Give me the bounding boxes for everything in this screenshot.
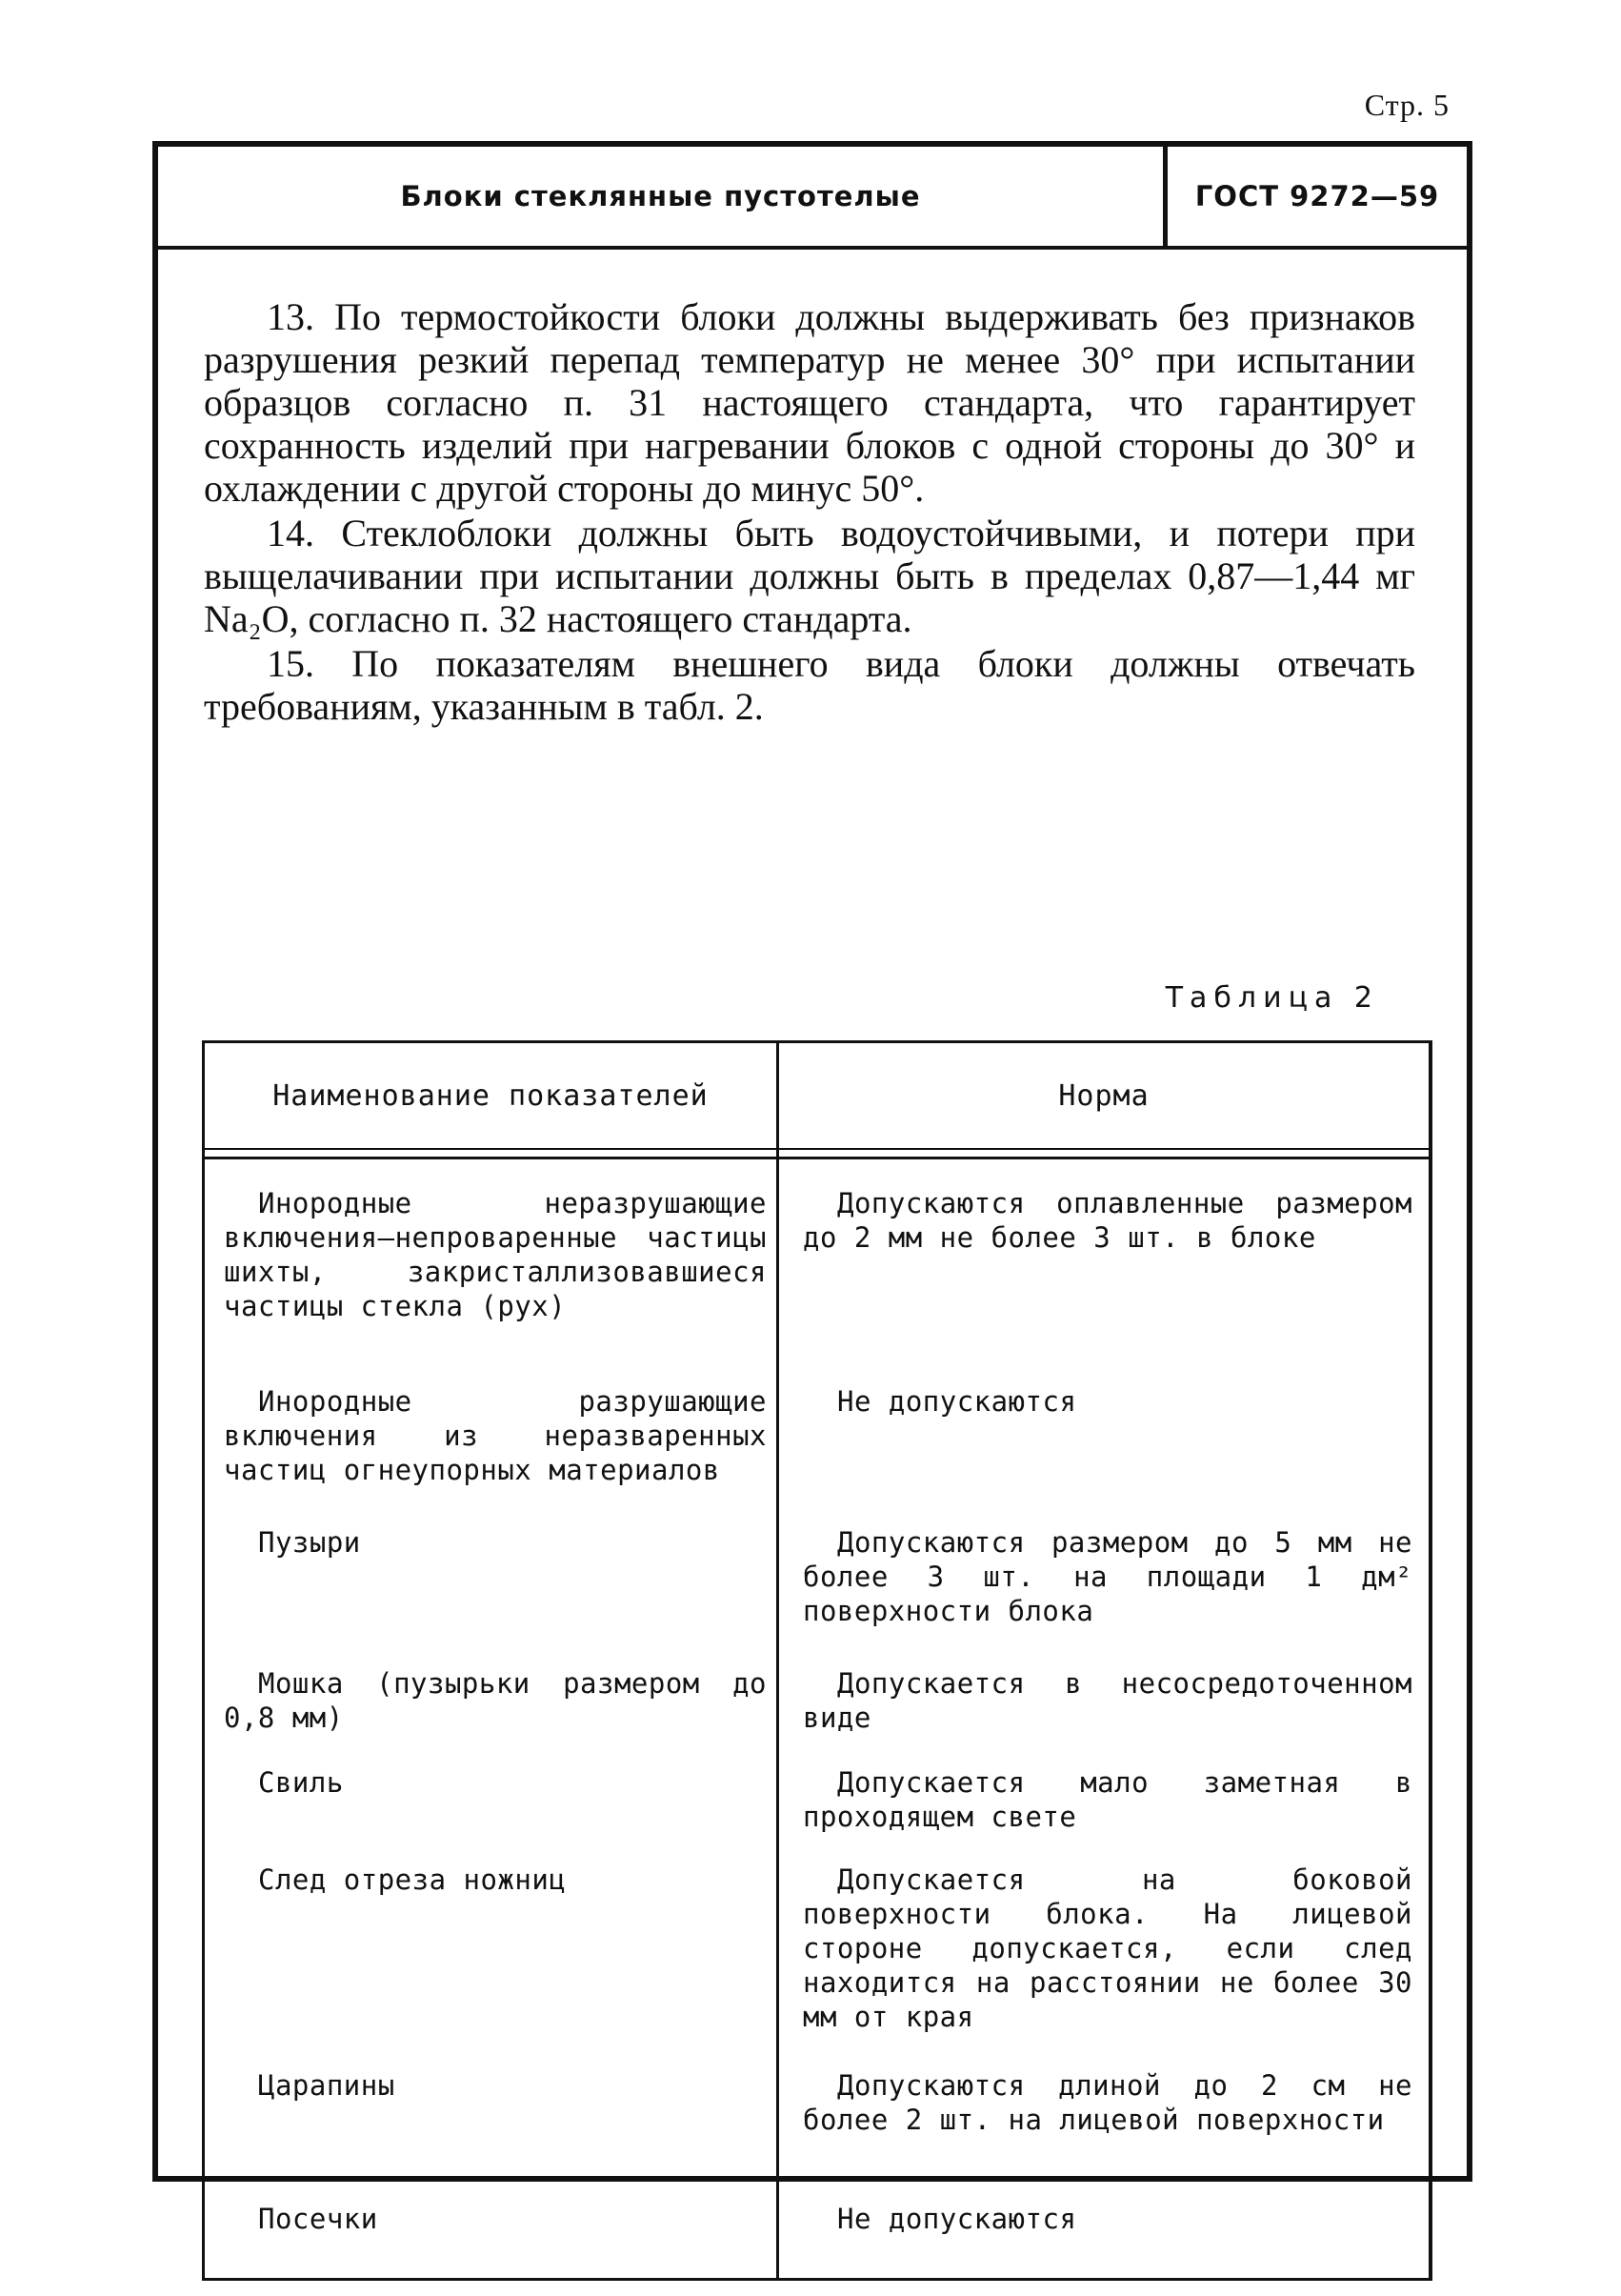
body-text — [204, 295, 1415, 730]
table-row-norm: Допускается мало заметная в проходящем свете — [803, 1766, 1412, 1833]
table-row-name: Пузыри — [258, 1526, 361, 1559]
table-row-name: Свиль — [258, 1766, 344, 1799]
column-header-name: Наименование показателей — [272, 1078, 709, 1113]
page-frame — [152, 141, 1472, 2235]
table-row-name: Царапины — [258, 2069, 395, 2102]
table-caption: Таблица 2 — [1165, 981, 1379, 1015]
header-rule — [205, 1148, 1429, 1150]
table-row-norm: Не допускаются — [837, 2203, 1077, 2235]
table-row-norm: Допускаются размером до 5 мм не более 3 шт. на площади 1 дм² поверхности блока — [803, 1526, 1412, 1627]
table-row-name: Посечки — [258, 2203, 378, 2235]
column-header-norm: Норма — [1058, 1078, 1150, 1113]
table-row-norm: Не допускаются — [837, 1385, 1077, 1418]
column-divider — [776, 1043, 779, 2278]
table-row-norm: Допускаются длиной до 2 см не более 2 шт. на лицевой поверхности — [803, 2069, 1412, 2136]
header-rule-double — [205, 1157, 1429, 1159]
table-row-norm: Допускается на боковой поверхности блока. На лицевой стороне допускается, если след находится на расстоянии не более 30 мм от края — [803, 1863, 1412, 2033]
header-title: Блоки стеклянные пустотелые — [400, 180, 921, 212]
table-row-name: След отреза ножниц — [258, 1863, 567, 1896]
paragraph-15: 15. По показателям внешнего вида блоки должны отвечать требованиям, указанным в табл. 2. — [204, 642, 1415, 728]
paragraph-13: 13. По термостойкости блоки должны выдерживать без признаков разрушения резкий перепад температур не менее 30° при испытании образцов согласно п. 31 настоящего стандарта, что гарантирует сохранность изделий при нагревании блоков с одной стороны до 30° и охлаждении с другой стороны до минус 50°. — [204, 295, 1415, 510]
table-row-norm: Допускаются оплавленные размером до 2 мм не более 3 шт. в блоке — [803, 1187, 1412, 1254]
table-row-norm: Допускается в несосредоточенном виде — [803, 1667, 1412, 1734]
table-row-name: Мошка (пузырьки размером до 0,8 мм) — [224, 1667, 767, 1734]
standard-code: ГОСТ 9272—59 — [1194, 180, 1440, 212]
paragraph-14: 14. Стеклоблоки должны быть водоустойчивыми, и потери при выщелачивании при испытании должны быть в пределах 0,87—1,44 мг Na₂O, согласно п. 32 настоящего стандарта. — [204, 512, 1415, 640]
page-number: Стр. 5 — [1364, 88, 1450, 122]
table-row-name: Инородные неразрушающие включения—непроваренные частицы шихты, закристаллизовавшиеся частицы стекла (рух) — [224, 1187, 767, 1322]
running-header — [158, 147, 1467, 250]
requirements-table — [202, 1040, 1432, 2281]
table-row-name: Инородные разрушающие включения из неразваренных частиц огнеупорных материалов — [224, 1385, 767, 1486]
